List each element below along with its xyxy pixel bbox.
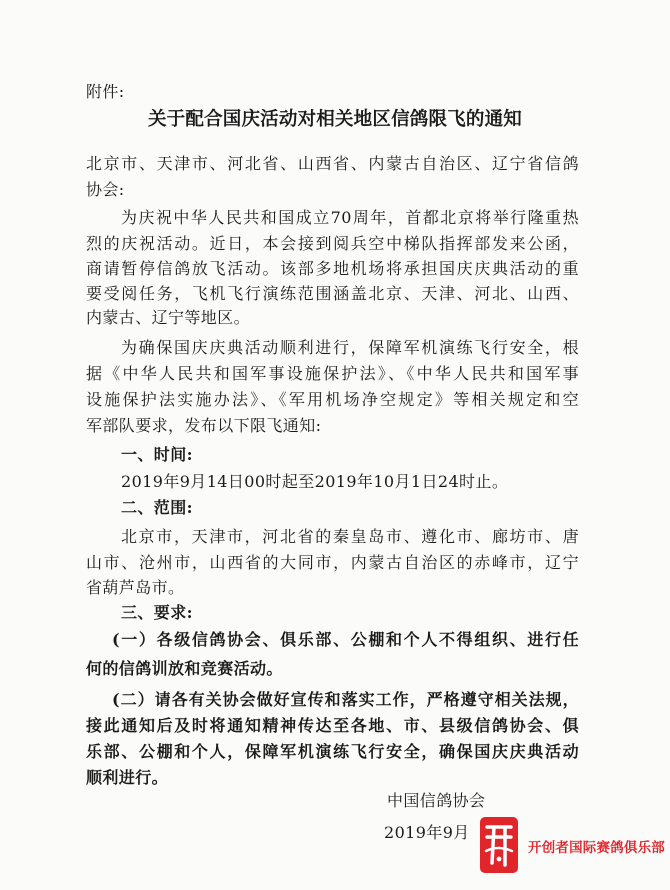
section-scope-heading: 二、范围: [121, 498, 193, 517]
requirement-1-line-2: 何的信鸽训放和竞赛活动。 [86, 659, 283, 678]
requirement-2-line-2: 接此通知后及时将通知精神传达至各地、市、县级信鸽协会、俱 [86, 716, 579, 735]
requirement-2-line-4: 顺利进行。 [86, 768, 169, 787]
paragraph-1-line-5: 内蒙古、辽宁等地区。 [86, 308, 251, 327]
paragraph-1-line-2: 烈的庆祝活动。近日，本会接到阅兵空中梯队指挥部发来公函， [86, 234, 579, 253]
signature-organization: 中国信鸽协会 [387, 791, 486, 810]
section-time-heading: 一、时间: [121, 445, 193, 464]
paragraph-2-line-3: 设施保护法实施办法》、《军用机场净空规定》等相关规定和空 [86, 390, 579, 409]
recipients-line-1: 北京市、天津市、河北省、山西省、内蒙古自治区、辽宁省信鸽 [86, 154, 579, 173]
paragraph-1-line-4: 要受阅任务，飞机飞行演练范围涵盖北京、天津、河北、山西、 [86, 284, 579, 303]
club-name-watermark: 开创者国际赛鸽俱乐部 [528, 840, 665, 856]
requirement-2-line-3: 乐部、公棚和个人，保障军机演练飞行安全，确保国庆庆典活动 [86, 742, 579, 761]
section-scope-line-3: 省葫芦岛市。 [86, 578, 185, 597]
requirement-2-line-1: (二）请各有关协会做好宣传和落实工作，严格遵守相关法规， [112, 690, 579, 709]
section-scope-line-2: 山市、沧州市，山西省的大同市，内蒙古自治区的赤峰市，辽宁 [86, 553, 579, 572]
signature-date: 2019年9月 [384, 823, 470, 842]
paragraph-1-line-3: 商请暂停信鸽放飞活动。该部多地机场将承担国庆庆典活动的重 [86, 259, 579, 278]
section-scope-line-1: 北京市，天津市，河北省的秦皇岛市、遵化市、廊坊市、唐 [121, 527, 579, 546]
paragraph-2-line-4: 军部队要求，发布以下限飞通知: [86, 416, 322, 435]
section-time-text: 2019年9月14日00时起至2019年10月1日24时止。 [121, 472, 509, 491]
paragraph-2-line-1: 为确保国庆庆典活动顺利进行，保障军机演练飞行安全，根 [121, 338, 579, 357]
paragraph-2-line-2: 据《中华人民共和国军事设施保护法》、《中华人民共和国军事 [86, 364, 579, 383]
paragraph-1-line-1: 为庆祝中华人民共和国成立70周年，首都北京将举行隆重热 [121, 208, 579, 227]
club-logo-icon [478, 815, 520, 875]
document-title: 关于配合国庆活动对相关地区信鸽限飞的通知 [147, 109, 522, 130]
requirement-1-line-1: (一）各级信鸽协会、俱乐部、公棚和个人不得组织、进行任 [112, 630, 579, 649]
attachment-label: 附件: [86, 82, 125, 101]
section-requirements-heading: 三、要求: [121, 603, 193, 622]
recipients-line-2: 协会: [86, 180, 125, 199]
